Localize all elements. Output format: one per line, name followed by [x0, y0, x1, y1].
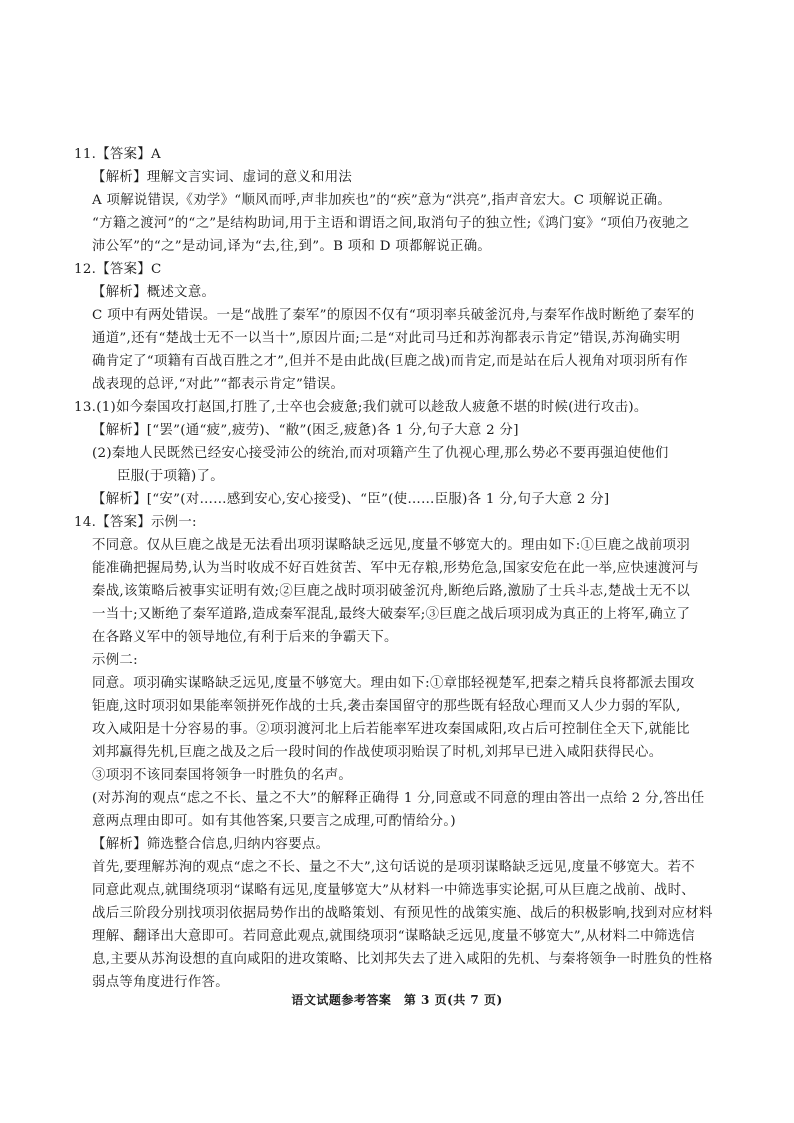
page-footer: 语文试题参考答案 第 3 页(共 7 页)	[291, 993, 503, 1007]
q11-analysis-text: A 项解说错误,《劝学》“顺风而呼,声非加疾也”的“疾”意为“洪亮”,指声音宏大。C 项解说正确。	[92, 193, 672, 208]
q13-analysis-2: 【解析】[“安”(对……感到安心,安心接受)、“臣”(使……臣服)各 1 分,句子大意 2 分]	[92, 492, 610, 507]
q12-answer: 12.【答案】C	[74, 262, 162, 277]
q14-scoring-note: (对苏洵的观点“虑之不长、量之不大”的解释正确得 1 分,同意或不同意的理由答出一点给 2 分,答出任	[92, 791, 705, 806]
q14-example2-text: 钜鹿,这时项羽如果能率领拼死作战的士兵,袭击秦国留守的那些既有轻敌心理而又人少力弱的军队,	[92, 699, 681, 714]
q14-example2-text: 同意。项羽确实谋略缺乏远见,度量不够宽大。理由如下:①章邯轻视楚军,把秦之精兵良将都派去围攻	[92, 676, 695, 691]
q14-analysis-text: 同意此观点,就围绕项羽“谋略有远见,度量够宽大”从材料一中筛选事实论据,可从巨鹿之战前、战时、	[92, 883, 695, 898]
q11-analysis-text: 沛公军”的“之”是动词,译为“去,往,到”。B 项和 D 项都解说正确。	[92, 239, 492, 254]
q14-example1-text: 不同意。仅从巨鹿之战是无法看出项羽谋略缺乏远见,度量不够宽大的。理由如下:①巨鹿之战前项羽	[92, 538, 691, 553]
q12-analysis-text: 确肯定了“项籍有百战百胜之才”,但并不是由此战(巨鹿之战)而肯定,而是站在后人视角对项羽所有作	[92, 354, 688, 369]
q14-example2-text: ③项羽不该同秦国将领争一时胜负的名声。	[92, 768, 353, 783]
q14-analysis-text: 息,主要从苏洵设想的直向咸阳的进攻策略、比刘邦失去了进入咸阳的先机、与秦将领争一时胜负的性格	[92, 952, 713, 967]
q12-analysis-text: 战表现的总评,“对此”“都表示肯定”错误。	[92, 377, 345, 392]
q14-analysis-text: 理解、翻译出大意即可。若同意此观点,就围绕项羽“谋略缺乏远见,度量不够宽大”,从材料二中筛选信	[92, 929, 695, 944]
q14-answer: 14.【答案】示例一:	[74, 515, 197, 530]
q11-analysis-text: “方籍之渡河”的“之”是结构助词,用于主语和谓语之间,取消句子的独立性;《鸿门宴》“项伯乃夜驰之	[92, 216, 690, 231]
q14-analysis-text: 首先,要理解苏洵的观点“虑之不长、量之不大”,这句话说的是项羽谋略缺乏远见,度量不够宽大。若不	[92, 860, 695, 875]
q14-example1-text: 秦战,该策略后被事实证明有效;②巨鹿之战时项羽破釜沉舟,断绝后路,激励了士兵斗志,楚战士无不以	[92, 584, 691, 599]
q14-example1-text: 能准确把握局势,认为当时收成不好百姓贫苦、军中无存粮,形势危急,国家安危在此一举,应快速渡河与	[92, 561, 699, 576]
q14-example1-text: 一当十;又断绝了秦军道路,造成秦军混乱,最终大破秦军;③巨鹿之战后项羽成为真正的上将军,确立了	[92, 607, 691, 622]
q12-analysis-text: 通道”,还有“楚战士无不一以当十”,原因片面;二是“对此司马迁和苏洵都表示肯定”错误,苏洵确实明	[92, 331, 681, 346]
q13-translation-2-cont: 臣服(于项籍)了。	[117, 469, 224, 484]
q14-example2-text: 刘邦赢得先机,巨鹿之战及之后一段时间的作战使项羽贻误了时机,刘邦早已进入咸阳获得民心。	[92, 745, 663, 760]
q14-analysis-heading: 【解析】筛选整合信息,归纳内容要点。	[92, 837, 330, 852]
q14-analysis-text: 战后三阶段分别找项羽依据局势作出的战略策划、有预见性的战策实施、战后的积极影响,找到对应材料	[92, 906, 713, 921]
q14-scoring-note: 意两点理由即可。如有其他答案,只要言之成理,可酌情给分。)	[92, 814, 456, 829]
q14-example2-text: 攻入咸阳是十分容易的事。②项羽渡河北上后若能率军进攻秦国咸阳,攻占后可控制住全天下,就能比	[92, 722, 690, 737]
q13-translation-1: 13.(1)如今秦国攻打赵国,打胜了,士卒也会疲惫;我们就可以趁敌人疲惫不堪的时候(进行攻击)。	[74, 400, 648, 415]
q12-analysis-heading: 【解析】概述文意。	[92, 285, 216, 300]
q14-analysis-text: 弱点等角度进行作答。	[92, 975, 229, 990]
q14-example2-heading: 示例二:	[92, 653, 138, 668]
q13-translation-2: (2)秦地人民既然已经安心接受沛公的统治,而对项籍产生了仇视心理,那么势必不要再强迫使他们	[92, 446, 669, 461]
q11-analysis-heading: 【解析】理解文言实词、虚词的意义和用法	[92, 170, 353, 185]
q12-analysis-text: C 项中有两处错误。一是“战胜了秦军”的原因不仅有“项羽率兵破釜沉舟,与秦军作战时断绝了秦军的	[92, 308, 695, 323]
q11-answer: 11.【答案】A	[74, 147, 161, 162]
q14-example1-text: 在各路义军中的领导地位,有利于后来的争霸天下。	[92, 630, 398, 645]
q13-analysis-1: 【解析】[“罢”(通“疲”,疲劳)、“敝”(困乏,疲惫)各 1 分,句子大意 2 分]	[92, 423, 519, 438]
